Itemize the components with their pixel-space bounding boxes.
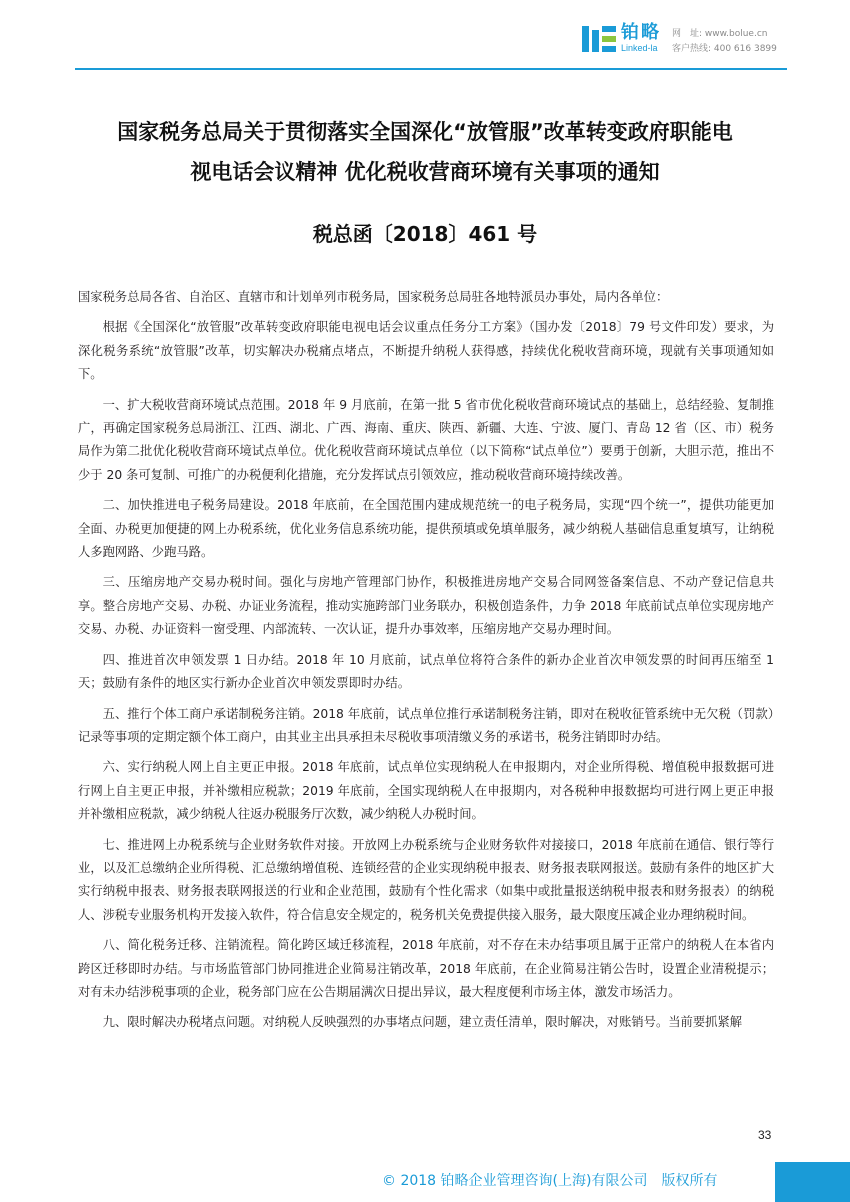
logo-mark-icon bbox=[582, 26, 616, 52]
header-divider bbox=[75, 68, 787, 70]
paragraph-item-4: 四、推进首次申领发票 1 日办结。2018 年 10 月底前，试点单位将符合条件的新办企业首次申领发票的时间再压缩至 1 天；鼓励有条件的地区实行新办企业首次申领发票即时办结。 bbox=[78, 652, 774, 691]
paragraph-item-5: 五、推行个体工商户承诺制税务注销。2018 年底前，试点单位推行承诺制税务注销，即对在税收征管系统中无欠税（罚款）记录等事项的定期定额个体工商户，由其业主出具承担未尽税收事项清缴义务的承诺书，税务注销即时办结。 bbox=[78, 706, 774, 744]
salutation: 国家税务总局各省、自治区、直辖市和计划单列市税务局，国家税务总局驻各地特派员办事处，局内各单位： bbox=[78, 290, 669, 304]
website-text: 网 址: www.bolue.cn bbox=[672, 29, 768, 39]
hotline-text: 客户热线: 400 616 3899 bbox=[672, 44, 777, 54]
paragraph-intro: 根据《全国深化“放管服”改革转变政府职能电视电话会议重点任务分工方案》（国办发〔2018〕79 号文件印发）要求，为深化税务系统“放管服”改革，切实解决办税痛点堵点，不断提升纳税人获得感，持续优化税收营商环境，现就有关事项通知如下。 bbox=[78, 320, 774, 382]
document-body bbox=[78, 286, 774, 1042]
page-number: 33 bbox=[758, 1128, 772, 1142]
paragraph-item-1: 一、扩大税收营商环境试点范围。2018 年 9 月底前，在第一批 5 省市优化税收营商环境试点的基础上，总结经验、复制推广，再确定国家税务总局浙江、江西、湖北、广西、海南、重庆、陕西、新疆、大连、宁波、厦门、青岛 12 省（区、市）税务局作为第二批优化税收营商环境试点单位。优化税收营商环境试点单位（以下简称“试点单位”）要勇于创新，大胆示范，推出不少于 20 条可复制、可推广的办税便利化措施，充分发挥试点引领效应，推动税收营商环境持续改善。 bbox=[78, 397, 774, 482]
document-title-line-1: 国家税务总局关于贯彻落实全国深化“放管服”改革转变政府职能电 bbox=[117, 120, 733, 144]
company-logo bbox=[582, 24, 661, 53]
logo-name-en: Linked-la bbox=[621, 43, 658, 53]
paragraph-item-6: 六、实行纳税人网上自主更正申报。2018 年底前，试点单位实现纳税人在申报期内，对企业所得税、增值税申报数据可进行网上自主更正申报，并补缴相应税款；2019 年底前，全国实现纳税人在申报期内，对各税种申报数据均可进行网上更正申报并补缴相应税款，减少纳税人往返办税服务厅次数，减少纳税人办税时间。 bbox=[78, 760, 774, 822]
footer-copyright: © 2018 铂略企业管理咨询(上海)有限公司 版权所有 bbox=[382, 1173, 718, 1189]
footer-accent-bar bbox=[775, 1162, 850, 1202]
paragraph-item-3: 三、压缩房地产交易办税时间。强化与房地产管理部门协作，积极推进房地产交易合同网签备案信息、不动产登记信息共享。整合房地产交易、办税、办证业务流程，推动实施跨部门业务联办，积极创造条件，力争 2018 年底前试点单位实现房地产交易、办税、办证资料一窗受理、内部流转、一次认证，提升办事效率，压缩房地产交易办理时间。 bbox=[78, 575, 774, 637]
paragraph-item-2: 二、加快推进电子税务局建设。2018 年底前，在全国范围内建成规范统一的电子税务局，实现“四个统一”，提供功能更加全面、办税更加便捷的网上办税系统，优化业务信息系统功能，提供预填或免填单服务，减少纳税人基础信息重复填写，让纳税人多跑网路、少跑马路。 bbox=[78, 498, 774, 560]
contact-info bbox=[672, 27, 777, 57]
paragraph-item-8: 八、简化税务迁移、注销流程。简化跨区域迁移流程，2018 年底前，对不存在未办结事项且属于正常户的纳税人在本省内跨区迁移即时办结。与市场监管部门协同推进企业简易注销改革，2018 年底前，在企业简易注销公告时，设置企业清税提示；对有未办结涉税事项的企业，税务部门应在公告期届满次日提出异议，最大程度便利市场主体，激发市场活力。 bbox=[78, 938, 774, 999]
logo-name-cn: 铂略 bbox=[621, 22, 661, 43]
document-number: 税总函〔2018〕461 号 bbox=[312, 222, 538, 246]
paragraph-item-9: 九、限时解决办税堵点问题。对纳税人反映强烈的办事堵点问题，建立责任清单，限时解决，对账销号。当前要抓紧解 bbox=[102, 1015, 743, 1030]
paragraph-item-7: 七、推进网上办税系统与企业财务软件对接。开放网上办税系统与企业财务软件对接接口，2018 年底前在通信、银行等行业，以及汇总缴纳企业所得税、汇总缴纳增值税、连锁经营的企业实现纳税申报表、财务报表联网报送。鼓励有条件的地区扩大实行纳税申报表、财务报表联网报送的行业和企业范围，鼓励有个性化需求（如集中或批量报送纳税申报表和财务报表）的纳税人、涉税专业服务机构开发接入软件，符合信息安全规定的，税务机关免费提供接入服务，最大限度压减企业办理纳税时间。 bbox=[78, 837, 774, 922]
document-title-line-2: 视电话会议精神 优化税收营商环境有关事项的通知 bbox=[190, 160, 660, 184]
page-header bbox=[0, 0, 850, 70]
